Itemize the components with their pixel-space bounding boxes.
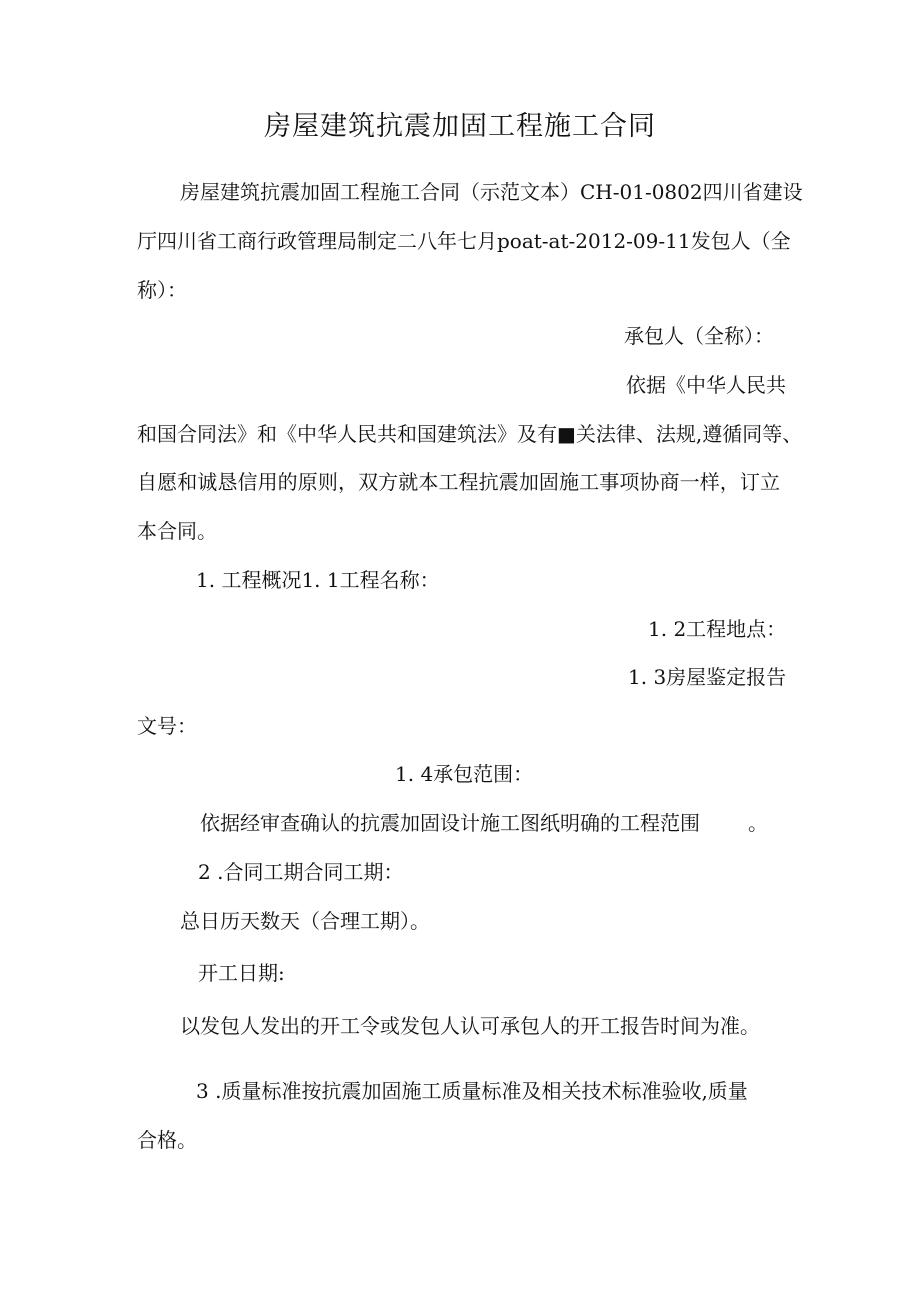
appraisal-report-line-2: 文号： (137, 714, 197, 738)
start-date-label: 开工日期: (198, 961, 285, 985)
basis-line-3: 自愿和诚恳信用的原则，双方就本工程抗震加固施工事项协商一样，订立 (137, 470, 780, 494)
appraisal-report-line-1: 1. 3房屋鉴定报告 (628, 665, 787, 689)
contractor-label: 承包人（全称）： (624, 324, 774, 348)
section2-heading: 2 .合同工期合同工期： (198, 860, 404, 884)
contract-scope: 1. 4承包范围： (395, 762, 534, 786)
basis-line-1: 依据《中华人民共 (626, 373, 786, 397)
intro-line-1: 房屋建筑抗震加固工程施工合同（示范文本）CH-01-0802四川省建设 (180, 180, 803, 204)
project-location: 1. 2工程地点： (648, 617, 787, 641)
total-days: 总日历天数天（合理工期）。 (180, 909, 430, 933)
section3-line-1: 3 .质量标准按抗震加固施工质量标准及相关技术标准验收,质量 (196, 1079, 748, 1103)
intro-line-3: 称）： (137, 278, 187, 302)
start-date-detail: 以发包人发出的开工令或发包人认可承包人的开工报告时间为准。 (180, 1014, 760, 1038)
basis-line-4: 本合同。 (137, 519, 217, 543)
scope-detail: 依据经审查确认的抗震加固设计施工图纸明确的工程范围 (200, 811, 700, 835)
document-title: 房屋建筑抗震加固工程施工合同 (264, 111, 656, 142)
section3-line-2: 合格。 (137, 1128, 197, 1152)
scope-detail-period: 。 (748, 811, 768, 835)
basis-line-2: 和国合同法》和《中华人民共和国建筑法》及有■关法律、法规,遵循同等、 (137, 422, 803, 446)
section1-heading: 1. 工程概况1. 1工程名称： (196, 568, 440, 592)
intro-line-2: 厅四川省工商行政管理局制定二八年七月poat-at-2012-09-11发包人（全 (137, 229, 791, 253)
